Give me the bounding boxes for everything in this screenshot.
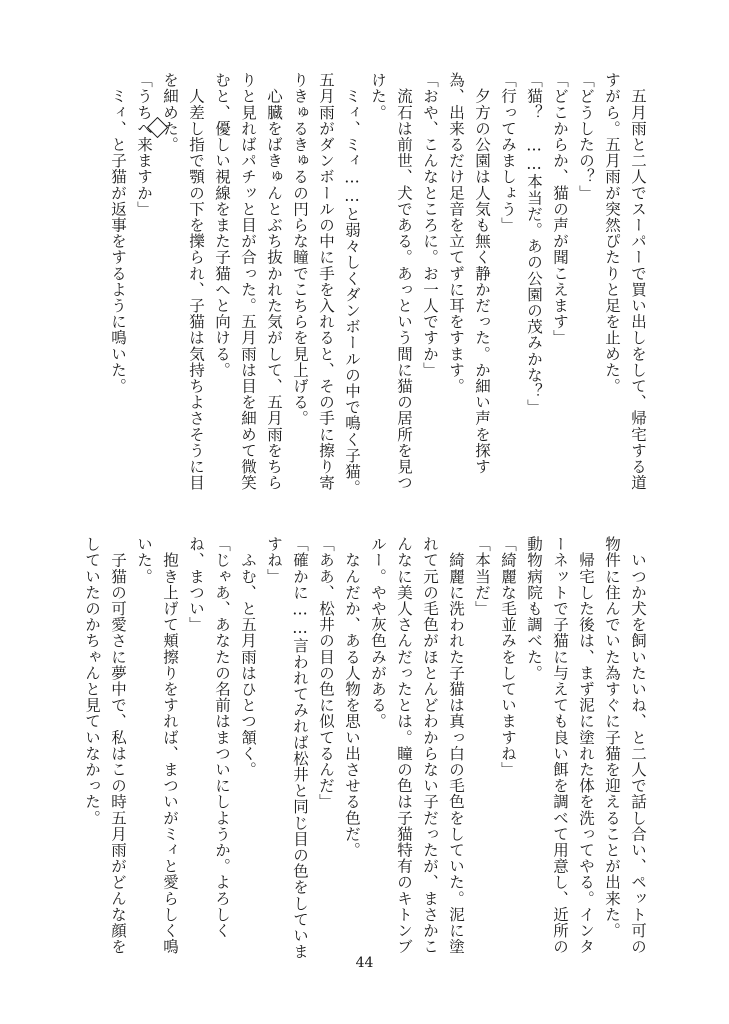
- text-line: 子猫の可愛さに夢中で、私はこの時五月雨がどんな顔を: [109, 536, 127, 955]
- text-line: 五月雨と二人でスーパーで買い出しをして、帰宅する道: [629, 72, 647, 491]
- page-number: 44: [355, 955, 374, 971]
- lower-text-block: [79, 536, 651, 960]
- text-line: 心臓をばきゅんとぶち抜かれた気がして、五月雨をちら: [265, 72, 283, 491]
- text-line: けた。: [369, 72, 387, 121]
- text-line: すね」: [265, 536, 283, 585]
- text-line: ルー。やや灰色みがある。: [369, 536, 387, 730]
- text-line: 動物病院も調べた。: [525, 536, 543, 681]
- text-line: 「どうしたの？」: [577, 72, 595, 201]
- text-line: 「確かに……言われてみれば松井と同じ目の色をしていま: [291, 536, 309, 960]
- text-line: 「じゃあ、あなたの名前はまついにしようか。よろしく: [213, 536, 231, 939]
- text-line: りきゅるきゅるの円らな瞳でこちらを見上げる。: [291, 72, 309, 427]
- text-line: していたのかちゃんと見ていなかった。: [83, 536, 101, 826]
- text-line: ふむ、と五月雨はひとつ頷く。: [239, 536, 257, 778]
- text-line: 「ああ、松井の目の色に似てるんだ」: [317, 536, 335, 810]
- text-line: 「猫？ ……本当だ。あの公園の茂みかな？」: [525, 72, 543, 416]
- text-line: 「うちへ来ますか」: [135, 72, 153, 217]
- text-line: りと見ればパチッと目が合った。五月雨は目を細めて微笑: [239, 72, 257, 491]
- text-line: 夕方の公園は人気も無く静かだった。か細い声を探す: [473, 72, 491, 475]
- text-line: ミィ、と子猫が返事をするように鳴いた。: [109, 72, 127, 394]
- text-line: れて元の毛色がほとんどわからない子だったが、まさかこ: [421, 536, 439, 955]
- text-line: 流石は前世、犬である。あっという間に猫の居所を見つ: [395, 72, 413, 491]
- text-line: むと、優しい視線をまた子猫へと向ける。: [213, 72, 231, 378]
- text-line: 為、出来るだけ足音を立てずに耳をすます。: [447, 72, 465, 394]
- text-line: なんだか、ある人物を思い出させる色だ。: [343, 536, 361, 858]
- text-line: ーネットで子猫に与えても良い餌を調べて用意し、近所の: [551, 536, 569, 955]
- text-line: 「綺麗な毛並みをしていますね」: [499, 536, 517, 778]
- text-line: 物件に住んでいた為すぐに子猫を迎えることが出来た。: [603, 536, 621, 939]
- text-line: 「おや、こんなところに。お一人ですか」: [421, 72, 439, 378]
- text-line: を細めた。: [161, 72, 179, 153]
- text-line: すがら。五月雨が突然ぴたりと足を止めた。: [603, 72, 621, 394]
- text-line: 抱き上げて頬擦りをすれば、まついがミィと愛らしく鳴: [161, 536, 179, 955]
- text-line: いつか犬を飼いたいね、と二人で話し合い、ペット可の: [629, 536, 647, 955]
- text-line: 人差し指で顎の下を擽られ、子猫は気持ちよさそうに目: [187, 72, 205, 491]
- text-line: ミィ、ミィ……と弱々しくダンボールの中で鳴く子猫。: [343, 72, 361, 496]
- text-line: 「本当だ」: [473, 536, 491, 617]
- text-line: 五月雨がダンボールの中に手を入れると、その手に擦り寄: [317, 72, 335, 491]
- text-line: ね、まつい」: [187, 536, 205, 633]
- text-line: 「どこからか、猫の声が聞こえます」: [551, 72, 569, 346]
- text-line: 綺麗に洗われた子猫は真っ白の毛色をしていた。泥に塗: [447, 536, 465, 955]
- text-line: いた。: [135, 536, 153, 585]
- text-line: 「行ってみましょう」: [499, 72, 517, 233]
- text-line: んなに美人さんだったとは。瞳の色は子猫特有のキトンブ: [395, 536, 413, 955]
- upper-text-block: [105, 72, 651, 496]
- text-line: 帰宅した後は、まず泥に塗れた体を洗ってやる。インタ: [577, 536, 595, 955]
